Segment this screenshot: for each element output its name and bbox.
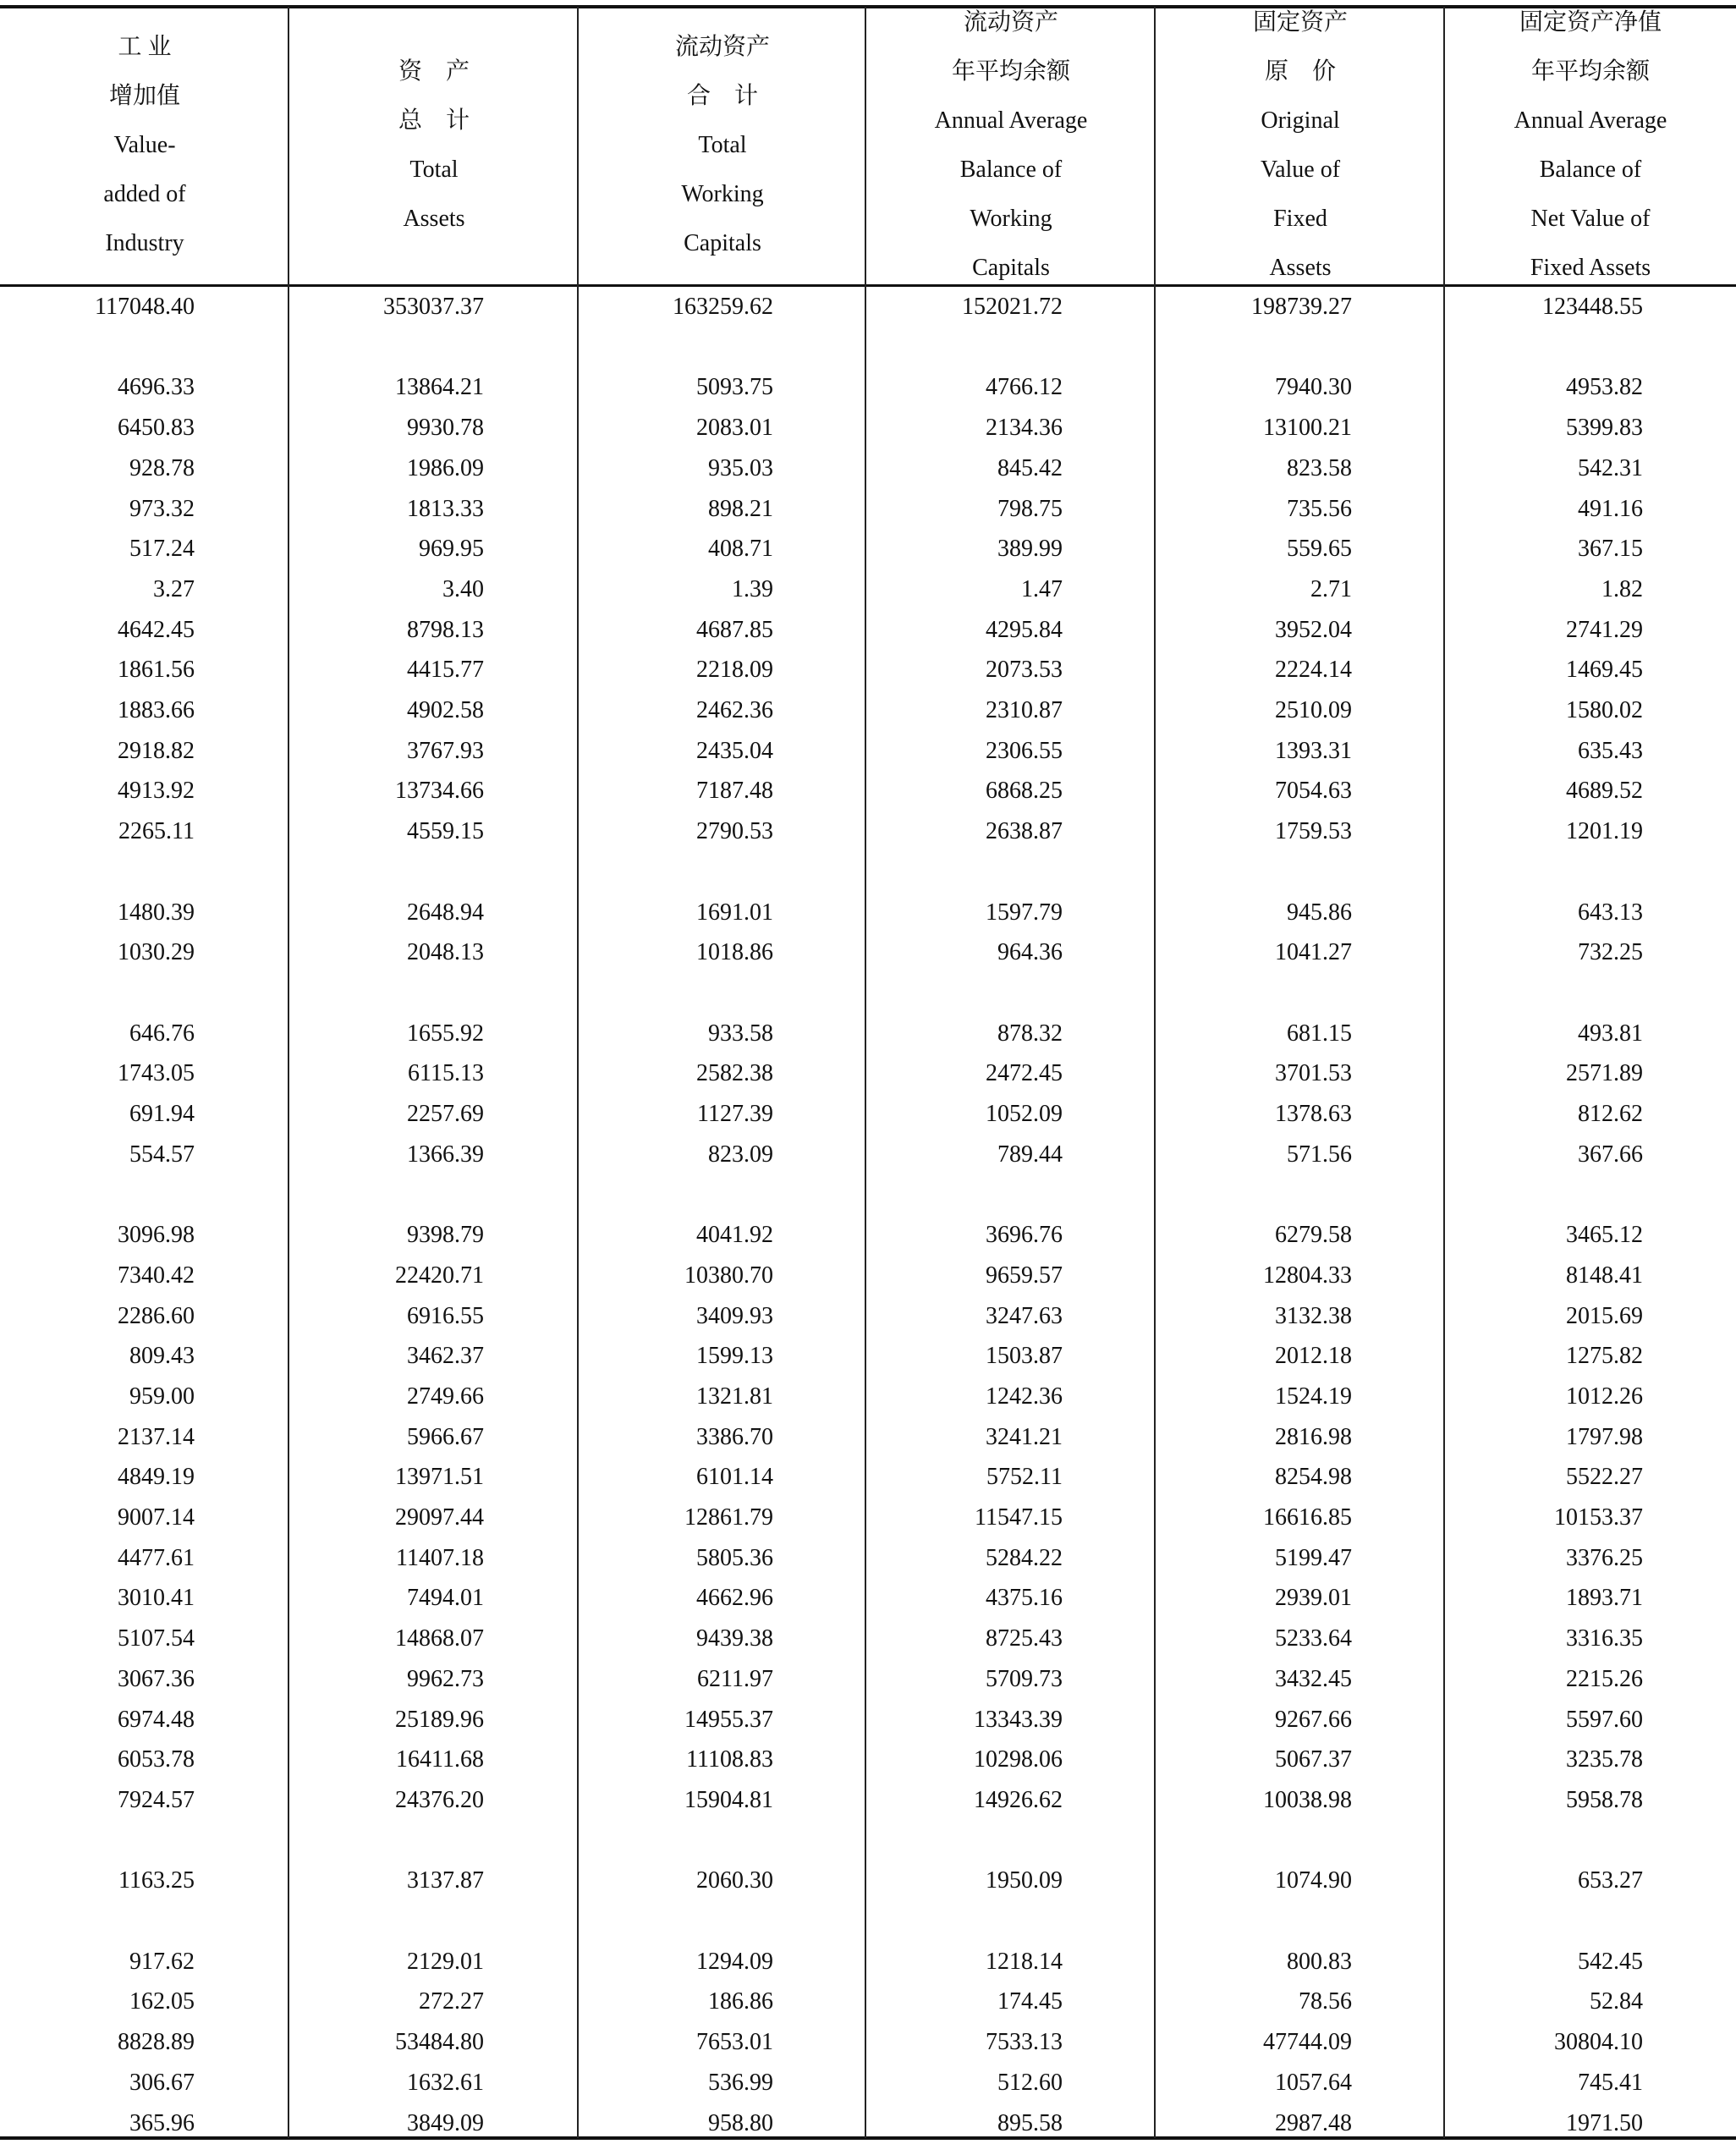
table-cell: 2218.09 [696, 657, 773, 684]
table-cell: 6211.97 [697, 1665, 773, 1692]
table-cell: 2134.36 [986, 415, 1063, 442]
table-cell: 13343.39 [974, 1706, 1063, 1733]
table-cell: 3376.25 [1566, 1544, 1643, 1571]
column-header-line: Total [409, 157, 459, 183]
table-cell: 2265.11 [118, 818, 195, 845]
table-cell: 5709.73 [986, 1665, 1063, 1692]
table-cell: 635.43 [1578, 737, 1643, 764]
table-cell: 7340.42 [118, 1262, 195, 1289]
table-cell: 306.67 [129, 2069, 195, 2096]
table-cell: 30804.10 [1554, 2029, 1643, 2056]
table-cell: 798.75 [997, 495, 1063, 522]
bottom-rule [0, 2136, 1736, 2140]
column-header-line: Working [970, 206, 1052, 232]
table-cell: 6279.58 [1275, 1222, 1352, 1249]
table-cell: 6115.13 [408, 1060, 484, 1087]
table-cell: 4766.12 [986, 374, 1063, 401]
table-cell: 14955.37 [684, 1706, 773, 1733]
table-cell: 1242.36 [986, 1383, 1063, 1410]
table-cell: 6916.55 [407, 1302, 484, 1329]
table-cell: 2257.69 [407, 1101, 484, 1127]
table-cell: 2741.29 [1566, 616, 1643, 643]
table-cell: 15904.81 [684, 1786, 773, 1813]
table-cell: 2472.45 [986, 1060, 1063, 1087]
table-cell: 5067.37 [1275, 1746, 1352, 1773]
column-divider [577, 7, 579, 2138]
table-cell: 1691.01 [696, 899, 773, 926]
table-cell: 1057.64 [1275, 2069, 1352, 2096]
column-divider [288, 7, 289, 2138]
table-cell: 4696.33 [118, 374, 195, 401]
column-header-line: Capitals [684, 230, 761, 256]
table-cell: 5597.60 [1566, 1706, 1643, 1733]
column-header [1445, 7, 1736, 284]
table-cell: 3316.35 [1566, 1625, 1643, 1652]
header-rule [0, 284, 1736, 287]
table-cell: 3241.21 [986, 1423, 1063, 1450]
table-cell: 3465.12 [1566, 1222, 1643, 1249]
table-cell: 2129.01 [407, 1948, 484, 1975]
column-header-line: 合 计 [686, 83, 758, 109]
table-cell: 7494.01 [407, 1585, 484, 1612]
table-cell: 52.84 [1590, 1988, 1643, 2015]
table-cell: 1599.13 [696, 1343, 773, 1370]
table-cell: 123448.55 [1542, 294, 1643, 320]
table-cell: 10153.37 [1554, 1504, 1643, 1531]
table-cell: 935.03 [708, 454, 773, 481]
table-cell: 964.36 [997, 939, 1063, 966]
table-cell: 3409.93 [696, 1302, 773, 1329]
table-cell: 571.56 [1287, 1141, 1352, 1168]
column-header-line: Assets [1269, 255, 1332, 281]
table-cell: 5522.27 [1566, 1464, 1643, 1491]
table-cell: 3696.76 [986, 1222, 1063, 1249]
table-cell: 1.39 [732, 575, 773, 602]
table-cell: 1218.14 [986, 1948, 1063, 1975]
table-cell: 22420.71 [395, 1262, 484, 1289]
table-cell: 408.71 [708, 536, 773, 563]
table-cell: 681.15 [1287, 1020, 1352, 1047]
table-cell: 9439.38 [696, 1625, 773, 1652]
table-cell: 2790.53 [696, 818, 773, 845]
column-divider [1154, 7, 1156, 2138]
table-cell: 5805.36 [696, 1544, 773, 1571]
table-cell: 3235.78 [1566, 1746, 1643, 1773]
table-cell: 13864.21 [395, 374, 484, 401]
column-header [866, 7, 1156, 284]
table-cell: 1127.39 [697, 1101, 773, 1127]
table-cell: 1012.26 [1566, 1383, 1643, 1410]
table-cell: 2224.14 [1275, 657, 1352, 684]
table-cell: 16616.85 [1263, 1504, 1352, 1531]
table-cell: 1813.33 [407, 495, 484, 522]
table-cell: 3386.70 [696, 1423, 773, 1450]
table-cell: 1294.09 [696, 1948, 773, 1975]
table-cell: 643.13 [1578, 899, 1643, 926]
table-cell: 8798.13 [407, 616, 484, 643]
table-cell: 14868.07 [395, 1625, 484, 1652]
column-header-line: Value- [113, 132, 176, 158]
table-cell: 2137.14 [118, 1423, 195, 1450]
column-header-line: 固定资产 [1252, 9, 1348, 36]
table-cell: 3247.63 [986, 1302, 1063, 1329]
table-cell: 917.62 [129, 1948, 195, 1975]
table-cell: 878.32 [997, 1020, 1063, 1047]
table-cell: 1950.09 [986, 1867, 1063, 1894]
table-cell: 493.81 [1578, 1020, 1643, 1047]
table-cell: 4953.82 [1566, 374, 1643, 401]
table-cell: 8254.98 [1275, 1464, 1352, 1491]
column-header-line: Capitals [972, 255, 1050, 281]
table-cell: 491.16 [1578, 495, 1643, 522]
table-cell: 8828.89 [118, 2029, 195, 2056]
table-cell: 4687.85 [696, 616, 773, 643]
table-cell: 945.86 [1287, 899, 1352, 926]
column-header-line: 固定资产净值 [1519, 9, 1662, 36]
column-header-line: Original [1261, 107, 1340, 134]
table-cell: 1378.63 [1275, 1101, 1352, 1127]
table-cell: 1759.53 [1275, 818, 1352, 845]
table-cell: 3132.38 [1275, 1302, 1352, 1329]
column-header-line: Value of [1260, 157, 1341, 183]
table-cell: 13971.51 [395, 1464, 484, 1491]
table-cell: 2816.98 [1275, 1423, 1352, 1450]
table-cell: 5958.78 [1566, 1786, 1643, 1813]
table-cell: 1883.66 [118, 697, 195, 723]
table-cell: 1632.61 [407, 2069, 484, 2096]
table-cell: 969.95 [419, 536, 484, 563]
table-cell: 1201.19 [1566, 818, 1643, 845]
table-cell: 3067.36 [118, 1665, 195, 1692]
table-cell: 163259.62 [673, 294, 773, 320]
table-cell: 4689.52 [1566, 778, 1643, 805]
table-cell: 7054.63 [1275, 778, 1352, 805]
table-cell: 9398.79 [407, 1222, 484, 1249]
table-cell: 11108.83 [686, 1746, 773, 1773]
table-cell: 2582.38 [696, 1060, 773, 1087]
table-cell: 1275.82 [1566, 1343, 1643, 1370]
table-cell: 732.25 [1578, 939, 1643, 966]
table-cell: 1074.90 [1275, 1867, 1352, 1894]
table-cell: 2015.69 [1566, 1302, 1643, 1329]
table-cell: 9962.73 [407, 1665, 484, 1692]
table-cell: 1971.50 [1566, 2109, 1643, 2136]
column-header-line: 总 计 [398, 107, 470, 134]
table-cell: 800.83 [1287, 1948, 1352, 1975]
table-cell: 1861.56 [118, 657, 195, 684]
table-cell: 1986.09 [407, 454, 484, 481]
table-cell: 823.09 [708, 1141, 773, 1168]
table-cell: 646.76 [129, 1020, 195, 1047]
table-cell: 152021.72 [962, 294, 1063, 320]
table-cell: 1655.92 [407, 1020, 484, 1047]
column-header-line: Annual Average [1514, 107, 1667, 134]
table-cell: 4913.92 [118, 778, 195, 805]
table-cell: 4041.92 [696, 1222, 773, 1249]
column-header-line: 增加值 [108, 83, 180, 109]
table-cell: 25189.96 [395, 1706, 484, 1733]
table-cell: 4295.84 [986, 616, 1063, 643]
table-cell: 691.94 [129, 1101, 195, 1127]
table-cell: 8148.41 [1566, 1262, 1643, 1289]
column-header [1156, 7, 1445, 284]
table-cell: 6450.83 [118, 415, 195, 442]
table-cell: 4415.77 [407, 657, 484, 684]
table-cell: 8725.43 [986, 1625, 1063, 1652]
table-cell: 174.45 [997, 1988, 1063, 2015]
column-header-line: 资 产 [398, 58, 470, 85]
table-cell: 272.27 [419, 1988, 484, 2015]
column-divider [1443, 7, 1445, 2138]
table-cell: 1366.39 [407, 1141, 484, 1168]
table-cell: 3137.87 [407, 1867, 484, 1894]
table-cell: 7653.01 [696, 2029, 773, 2056]
table-cell: 6101.14 [696, 1464, 773, 1491]
column-header-line: 原 价 [1264, 58, 1336, 85]
table-cell: 4559.15 [407, 818, 484, 845]
table-cell: 2215.26 [1566, 1665, 1643, 1692]
table-cell: 559.65 [1287, 536, 1352, 563]
table-cell: 745.41 [1578, 2069, 1643, 2096]
table-cell: 4375.16 [986, 1585, 1063, 1612]
table-cell: 1797.98 [1566, 1423, 1643, 1450]
table-cell: 367.15 [1578, 536, 1643, 563]
table-cell: 29097.44 [395, 1504, 484, 1531]
column-header-line: 年平均余额 [951, 58, 1070, 85]
table-cell: 16411.68 [396, 1746, 484, 1773]
table-cell: 5399.83 [1566, 415, 1643, 442]
table-cell: 5233.64 [1275, 1625, 1352, 1652]
table-cell: 2939.01 [1275, 1585, 1352, 1612]
table-cell: 4849.19 [118, 1464, 195, 1491]
table-cell: 5093.75 [696, 374, 773, 401]
table-cell: 2638.87 [986, 818, 1063, 845]
table-cell: 542.45 [1578, 1948, 1643, 1975]
table-cell: 117048.40 [95, 294, 195, 320]
table-cell: 4477.61 [118, 1544, 195, 1571]
column-header-line: Annual Average [934, 107, 1088, 134]
table-cell: 4902.58 [407, 697, 484, 723]
table-cell: 1524.19 [1275, 1383, 1352, 1410]
column-header-line: Industry [105, 230, 184, 256]
table-cell: 2435.04 [696, 737, 773, 764]
table-cell: 2987.48 [1275, 2109, 1352, 2136]
table-cell: 4662.96 [696, 1585, 773, 1612]
table-cell: 517.24 [129, 536, 195, 563]
table-cell: 3849.09 [407, 2109, 484, 2136]
table-cell: 9007.14 [118, 1504, 195, 1531]
table-cell: 3767.93 [407, 737, 484, 764]
table-cell: 809.43 [129, 1343, 195, 1370]
table-cell: 3432.45 [1275, 1665, 1352, 1692]
table-cell: 554.57 [129, 1141, 195, 1168]
table-cell: 6868.25 [986, 778, 1063, 805]
table-cell: 162.05 [129, 1988, 195, 2015]
column-header-line: added of [103, 181, 186, 207]
table-cell: 2306.55 [986, 737, 1063, 764]
table-cell: 542.31 [1578, 454, 1643, 481]
table-cell: 12861.79 [684, 1504, 773, 1531]
table-cell: 198739.27 [1251, 294, 1352, 320]
table-cell: 13734.66 [395, 778, 484, 805]
table-cell: 365.96 [129, 2109, 195, 2136]
table-cell: 1.47 [1021, 575, 1063, 602]
table-cell: 2462.36 [696, 697, 773, 723]
table-cell: 3.27 [153, 575, 195, 602]
table-cell: 3462.37 [407, 1343, 484, 1370]
table-cell: 1018.86 [696, 939, 773, 966]
column-header-line: 流动资产 [674, 34, 770, 60]
table-cell: 7533.13 [986, 2029, 1063, 2056]
table-cell: 5199.47 [1275, 1544, 1352, 1571]
table-cell: 895.58 [997, 2109, 1063, 2136]
table-cell: 4642.45 [118, 616, 195, 643]
table-cell: 536.99 [708, 2069, 773, 2096]
table-cell: 367.66 [1578, 1141, 1643, 1168]
table-cell: 10298.06 [974, 1746, 1063, 1773]
table-cell: 1597.79 [986, 899, 1063, 926]
table-cell: 12804.33 [1263, 1262, 1352, 1289]
table-cell: 7187.48 [696, 778, 773, 805]
table-cell: 1503.87 [986, 1343, 1063, 1370]
table-cell: 789.44 [997, 1141, 1063, 1168]
table-cell: 5284.22 [986, 1544, 1063, 1571]
column-header-line: 工 业 [118, 34, 172, 60]
column-header-line: Net Value of [1530, 206, 1651, 232]
table-cell: 2012.18 [1275, 1343, 1352, 1370]
table-cell: 2.71 [1310, 575, 1352, 602]
column-header [289, 7, 579, 284]
table-cell: 2083.01 [696, 415, 773, 442]
column-header [579, 7, 866, 284]
column-header-line: 流动资产 [963, 9, 1058, 36]
table-cell: 2048.13 [407, 939, 484, 966]
table-cell: 1743.05 [118, 1060, 195, 1087]
column-header-line: Balance of [1539, 157, 1642, 183]
table-cell: 10038.98 [1263, 1786, 1352, 1813]
table-cell: 845.42 [997, 454, 1063, 481]
table-cell: 7940.30 [1275, 374, 1352, 401]
table-cell: 1.82 [1601, 575, 1643, 602]
table-cell: 5752.11 [986, 1464, 1063, 1491]
column-header-line: Total [698, 132, 747, 158]
table-cell: 1041.27 [1275, 939, 1352, 966]
column-header-line: Assets [403, 206, 465, 232]
table-cell: 47744.09 [1263, 2029, 1352, 2056]
table-cell: 11407.18 [396, 1544, 484, 1571]
table-cell: 1052.09 [986, 1101, 1063, 1127]
table-cell: 389.99 [997, 536, 1063, 563]
table-cell: 9267.66 [1275, 1706, 1352, 1733]
table-cell: 2571.89 [1566, 1060, 1643, 1087]
table-cell: 53484.80 [395, 2029, 484, 2056]
table-cell: 1580.02 [1566, 697, 1643, 723]
table-cell: 24376.20 [395, 1786, 484, 1813]
table-cell: 958.80 [708, 2109, 773, 2136]
column-header-line: Fixed [1273, 206, 1327, 232]
table-cell: 898.21 [708, 495, 773, 522]
column-header-line: Working [681, 181, 764, 207]
column-header-line: Balance of [959, 157, 1063, 183]
table-cell: 186.86 [708, 1988, 773, 2015]
table-cell: 812.62 [1578, 1101, 1643, 1127]
table-cell: 5107.54 [118, 1625, 195, 1652]
table-cell: 1321.81 [696, 1383, 773, 1410]
table-cell: 2060.30 [696, 1867, 773, 1894]
table-cell: 6974.48 [118, 1706, 195, 1733]
table-cell: 2510.09 [1275, 697, 1352, 723]
table-cell: 2918.82 [118, 737, 195, 764]
table-cell: 78.56 [1299, 1988, 1352, 2015]
table-cell: 823.58 [1287, 454, 1352, 481]
table-cell: 3096.98 [118, 1222, 195, 1249]
table-cell: 3952.04 [1275, 616, 1352, 643]
table-cell: 2286.60 [118, 1302, 195, 1329]
table-cell: 2073.53 [986, 657, 1063, 684]
table-cell: 933.58 [708, 1020, 773, 1047]
table-cell: 1480.39 [118, 899, 195, 926]
table-cell: 653.27 [1578, 1867, 1643, 1894]
table-cell: 735.56 [1287, 495, 1352, 522]
table-cell: 3701.53 [1275, 1060, 1352, 1087]
table-cell: 1030.29 [118, 939, 195, 966]
table-cell: 2648.94 [407, 899, 484, 926]
table-cell: 512.60 [997, 2069, 1063, 2096]
table-cell: 1393.31 [1275, 737, 1352, 764]
column-divider [865, 7, 866, 2138]
table-cell: 3.40 [442, 575, 484, 602]
column-header-line: Fixed Assets [1530, 255, 1651, 281]
table-cell: 11547.15 [975, 1504, 1063, 1531]
table-cell: 3010.41 [118, 1585, 195, 1612]
table-cell: 14926.62 [974, 1786, 1063, 1813]
table-cell: 1163.25 [118, 1867, 195, 1894]
table-cell: 353037.37 [383, 294, 484, 320]
table-cell: 13100.21 [1263, 415, 1352, 442]
table-cell: 9930.78 [407, 415, 484, 442]
table-cell: 1469.45 [1566, 657, 1643, 684]
table-cell: 2310.87 [986, 697, 1063, 723]
table-cell: 9659.57 [986, 1262, 1063, 1289]
table-cell: 10380.70 [684, 1262, 773, 1289]
table-cell: 1893.71 [1566, 1585, 1643, 1612]
table-cell: 928.78 [129, 454, 195, 481]
table-cell: 2749.66 [407, 1383, 484, 1410]
column-header-line: 年平均余额 [1530, 58, 1650, 85]
table-cell: 6053.78 [118, 1746, 195, 1773]
table-cell: 959.00 [129, 1383, 195, 1410]
table-cell: 973.32 [129, 495, 195, 522]
table-cell: 7924.57 [118, 1786, 195, 1813]
table-cell: 5966.67 [407, 1423, 484, 1450]
column-header [0, 7, 289, 284]
